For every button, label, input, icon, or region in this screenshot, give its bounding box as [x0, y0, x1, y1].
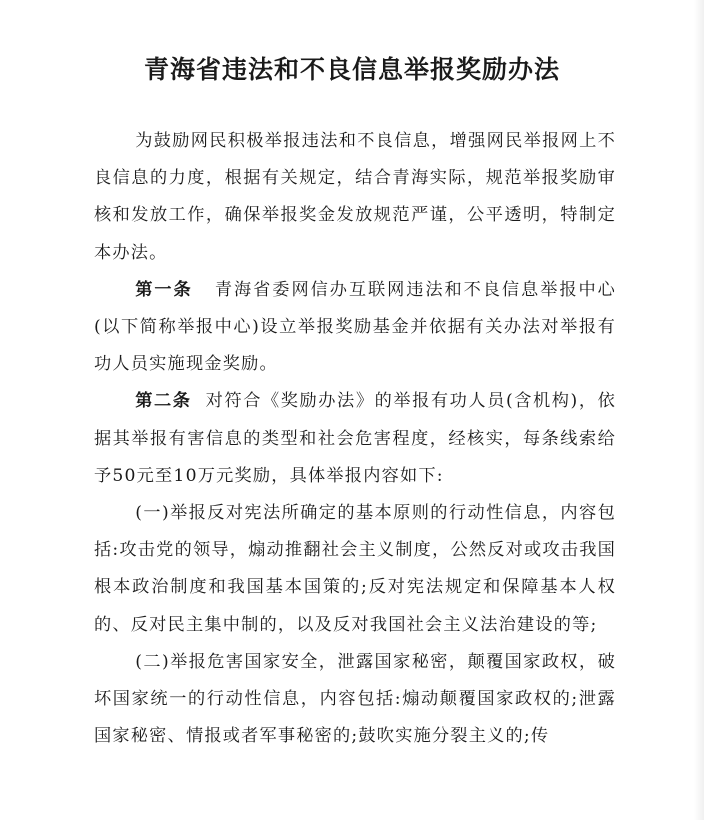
article-2-label: 第二条: [135, 391, 192, 412]
article-2-text: 对符合《奖励办法》的举报有功人员(含机构)，依据其举报有害信息的类型和社会危害程度，经核实，每条线索给予50元至10万元奖励，具体举报内容如下:: [94, 391, 616, 486]
article-2-paragraph: [94, 383, 616, 495]
item-1-paragraph: (一)举报反对宪法所确定的基本原则的行动性信息，内容包括:攻击党的领导，煽动推翻社会主义制度，公然反对或攻击我国根本政治制度和我国基本国策的;反对宪法规定和保障基本人权的、反对民主集中制的，以及反对我国社会主义法治建设的等;: [94, 503, 616, 635]
document-title: 青海省违法和不良信息举报奖励办法: [143, 55, 560, 84]
article-1-paragraph: [94, 272, 616, 384]
article-1-label: 第一条: [135, 279, 193, 300]
item-2-paragraph: (二)举报危害国家安全，泄露国家秘密，颠覆国家政权，破坏国家统一的行动性信息，内容包括:煽动颠覆国家政权的;泄露国家秘密、情报或者军事秘密的;鼓吹实施分裂主义的;传: [94, 651, 616, 747]
page-edge-shadow: [694, 0, 704, 820]
document-body: [94, 123, 616, 755]
article-1-text: 青海省委网信办互联网违法和不良信息举报中心(以下简称举报中心)设立举报奖励基金并依据有关办法对举报有功人员实施现金奖励。: [94, 279, 616, 375]
preamble-paragraph: 为鼓励网民积极举报违法和不良信息，增强网民举报网上不良信息的力度，根据有关规定，结合青海实际，规范举报奖励审核和发放工作，确保举报奖金发放规范严谨，公平透明，特制定本办法。: [94, 131, 616, 263]
